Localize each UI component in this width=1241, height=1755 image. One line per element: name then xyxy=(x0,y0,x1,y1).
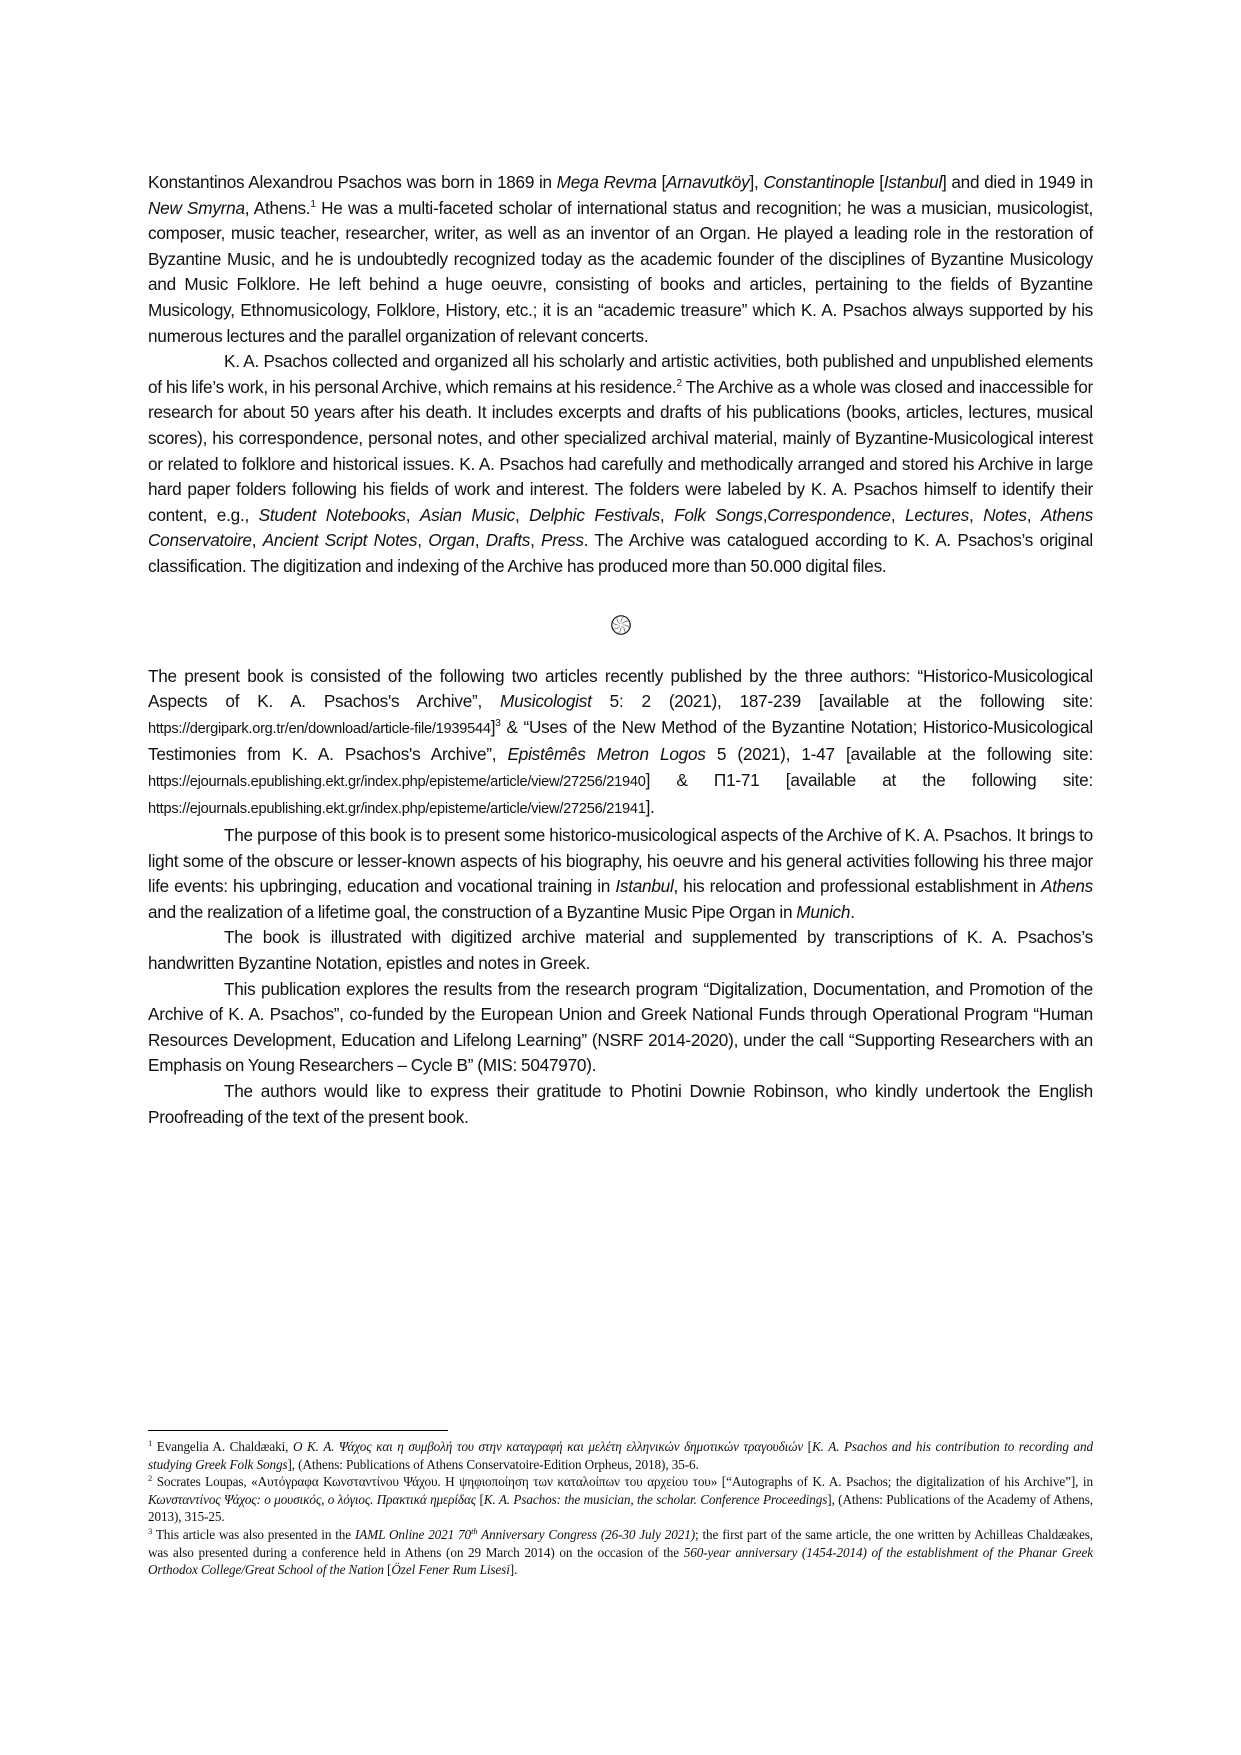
url-text: https://dergipark.org.tr/en/download/article-file/1939544 xyxy=(148,720,491,737)
section-divider xyxy=(148,592,1093,656)
text-run: , xyxy=(251,530,263,551)
text-run: K. A. Psachos collected and organized all his scholarly and artistic activities, both published and unpublished elements of his life’s work, in his personal Archive, which remains at his residence. xyxy=(148,351,1093,397)
body-paragraph xyxy=(148,349,1093,579)
italic-text: Press xyxy=(541,530,584,551)
italic-text: Özel Fener Rum Lisesi xyxy=(391,1562,510,1578)
text-run: , Athens. xyxy=(244,197,311,218)
text-run: , xyxy=(405,504,420,525)
italic-text: Ancient Script Notes xyxy=(262,530,418,551)
italic-text: Asian Music xyxy=(419,504,515,525)
document-page xyxy=(148,170,1093,1130)
italic-text: Munich xyxy=(796,901,851,922)
text-run: This publication explores the results from the research program “Digitalization, Documentation, and Promotion of the Archive of K. A. Psachos”, co-funded by the European Union and Greek National Funds through Operational Program “Human Resources Development, Education and Lifelong Learning” (NSRF 2014-2020), under the call “Supporting Researchers with an Emphasis on Young Researchers – Cycle B” (MIS: 5047970). xyxy=(148,978,1093,1076)
section-preface xyxy=(148,664,1093,1131)
text-run: . xyxy=(850,901,855,922)
body-paragraph xyxy=(148,823,1093,925)
italic-text: IAML Online 2021 70 xyxy=(354,1526,472,1542)
italic-text: Musicologist xyxy=(500,691,592,712)
text-run: [ xyxy=(656,172,666,192)
italic-text: Anniversary Congress (26-30 July 2021) xyxy=(477,1526,696,1542)
italic-text: Ο Κ. Α. Ψάχος και η συμβολή του στην καταγραφή και μελέτη ελληνικών δημοτικών τραγουδιών xyxy=(292,1439,804,1454)
italic-text: Arnavutköy xyxy=(665,172,750,192)
text-run: He was a multi-faceted scholar of international status and recognition; he was a musician, musicologist, composer, music teacher, researcher, writer, as well as an inventor of an Organ. He played a leading role in the restoration of Byzantine Music, and he is undoubtedly recognized today as the academic founder of the disciplines of Byzantine Musicology and Music Folklore. He left behind a huge oeuvre, consisting of books and articles, pertaining to the fields of Byzantine Musicology, Ethnomusicology, Folklore, History, etc.; it is an “academic treasure” which K. A. Psachos always supported by his numerous lectures and the parallel organization of relevant concerts. xyxy=(148,197,1093,346)
text-run: Evangelia A. Chaldæaki, xyxy=(152,1439,293,1454)
italic-text: New Smyrna xyxy=(148,197,245,218)
text-run: , xyxy=(417,530,429,551)
text-run: ] and died in 1949 in xyxy=(942,172,1093,192)
italic-text: Lectures xyxy=(905,504,969,525)
text-run: The present book is consisted of the following two articles recently published by the three authors: “Historico-Musicological Aspects of K. A. Psachos's Archive”, xyxy=(148,665,1093,712)
text-run: and the realization of a lifetime goal, the construction of a Byzantine Music Pipe Organ in xyxy=(148,901,797,922)
footnote-reference: 2 xyxy=(676,377,682,389)
italic-text: K. A. Psachos and his contribution to recording and studying Greek Folk Songs xyxy=(148,1439,1093,1472)
body-paragraph xyxy=(148,664,1093,824)
text-run: ], (Athens: Publications of Athens Conservatoire-Edition Orpheus, 2018), 35-6. xyxy=(287,1456,699,1472)
footnote-reference: 3 xyxy=(148,1525,153,1536)
text-run: ]. xyxy=(509,1562,518,1578)
text-run: , xyxy=(762,504,768,525)
footnote-separator xyxy=(148,1430,448,1431)
italic-text: Constantinople xyxy=(763,172,875,192)
text-run: The book is illustrated with digitized archive material and supplemented by transcriptions of K. A. Psachos’s handwritten Byzantine Notation, epistles and notes in Greek. xyxy=(148,927,1093,974)
italic-text: Organ xyxy=(428,530,475,551)
italic-text: Delphic Festivals xyxy=(529,504,660,525)
text-run: ], (Athens: Publications of the Academy of Athens, 2013), 315-25. xyxy=(148,1491,1093,1525)
section-intro xyxy=(148,170,1093,580)
italic-text: Istanbul xyxy=(615,876,674,897)
text-run: This article was also presented in the xyxy=(152,1526,355,1542)
text-run: . The Archive was catalogued according to K. A. Psachos’s original classification. The digitization and indexing of the Archive has produced more than 50.000 digital files. xyxy=(148,530,1093,576)
text-run: [ xyxy=(874,172,884,192)
text-run: ] & Π1-71 [available at the following site: xyxy=(645,769,1093,790)
footnote-reference: th xyxy=(471,1525,478,1536)
text-run: [ xyxy=(476,1491,484,1507)
italic-text: Athens Conservatoire xyxy=(148,504,1093,551)
text-run: The authors would like to express their gratitude to Photini Downie Robinson, who kindly undertook the English Proofreading of the text of the present book. xyxy=(148,1081,1093,1127)
italic-text: 560-year anniversary (1454-2014) of the establishment of the Phanar Greek Orthodox College/Great School of the Nation xyxy=(148,1544,1094,1578)
footnote xyxy=(148,1438,1093,1473)
text-run: ], xyxy=(749,172,764,192)
text-run: , xyxy=(474,530,486,551)
body-paragraph xyxy=(148,977,1093,1079)
footnote xyxy=(148,1473,1093,1526)
footnotes xyxy=(148,1438,1093,1579)
italic-text: Athens xyxy=(1040,876,1093,897)
pinwheel-ornament-icon xyxy=(611,613,631,635)
text-run: ]. xyxy=(645,797,655,818)
italic-text: Correspondence xyxy=(767,504,891,525)
text-run: [ xyxy=(383,1562,392,1578)
text-run: , xyxy=(968,504,984,525)
italic-text: Istanbul xyxy=(883,172,943,192)
text-run: , xyxy=(530,530,542,551)
body-paragraph xyxy=(148,1079,1093,1130)
italic-text: Folk Songs xyxy=(674,504,763,525)
text-run: & “Uses of the New Method of the Byzantine Notation; Historico-Musicological Testimonies from K. A. Psachos's Archive”, xyxy=(148,716,1093,765)
text-run: , xyxy=(890,504,906,525)
text-run: 5 (2021), 1-47 [available at the following site: xyxy=(705,744,1093,765)
text-run: , xyxy=(1026,504,1041,525)
text-run: ] xyxy=(490,716,496,737)
body-paragraph xyxy=(148,925,1093,976)
text-run: ; the first part of the same article, the one written by Achilleas Chaldæakes, was also presented during a conference held in Athens (on 29 March 2014) on the occasion of the xyxy=(148,1526,1093,1560)
text-run: [ xyxy=(803,1439,812,1454)
italic-text: Drafts xyxy=(485,530,531,551)
footnote-reference: 1 xyxy=(148,1438,153,1448)
body-paragraph xyxy=(148,170,1093,349)
italic-text: Mega Revma xyxy=(556,172,657,192)
url-text: https://ejournals.epublishing.ekt.gr/index.php/episteme/article/view/27256/21941 xyxy=(148,801,646,818)
footnote-reference: 2 xyxy=(148,1473,153,1484)
footnote xyxy=(148,1526,1093,1579)
footnote-reference: 3 xyxy=(495,717,501,729)
text-run: , xyxy=(659,504,675,525)
italic-text: Notes xyxy=(983,504,1027,525)
italic-text: K. A. Psachos: the musician, the scholar. Conference Proceedings xyxy=(483,1491,828,1507)
text-run: 5: 2 (2021), 187-239 [available at the following site: xyxy=(591,691,1093,712)
italic-text: Epistêmês Metron Logos xyxy=(507,744,706,765)
italic-text: Κωνσταντίνος Ψάχος: ο μουσικός, ο λόγιος. Πρακτικά ημερίδας xyxy=(148,1491,477,1507)
italic-text: Student Notebooks xyxy=(258,504,406,525)
url-text: https://ejournals.epublishing.ekt.gr/index.php/episteme/article/view/27256/21940 xyxy=(148,773,646,790)
text-run: , xyxy=(514,504,530,525)
footnote-reference: 1 xyxy=(310,198,316,210)
text-run: Socrates Loupas, «Αυτόγραφα Κωνσταντίνου Ψάχου. Η ψηφιοποίηση των καταλοίπων του αρχείου του» [“Autographs of K. A. Psachos; the digitalization of his Archive”], in xyxy=(152,1474,1093,1490)
text-run: Konstantinos Alexandrou Psachos was born in 1869 in xyxy=(148,172,557,192)
text-run: , his relocation and professional establishment in xyxy=(673,876,1041,897)
text-run: The Archive as a whole was closed and inaccessible for research for about 50 years after his death. It includes excerpts and drafts of his publications (books, articles, lectures, musical scores), his correspondence, personal notes, and other specialized archival material, mainly of Byzantine-Musicological interest or related to folklore and historical issues. K. A. Psachos had carefully and methodically arranged and stored his Archive in large hard paper folders following his fields of work and interest. The folders were labeled by K. A. Psachos himself to identify their content, e.g., xyxy=(148,376,1093,525)
text-run: The purpose of this book is to present some historico-musicological aspects of the Archive of K. A. Psachos. It brings to light some of the obscure or lesser-known aspects of his biography, his oeuvre and his general activities following his three major life events: his upbringing, education and vocational training in xyxy=(148,825,1093,897)
